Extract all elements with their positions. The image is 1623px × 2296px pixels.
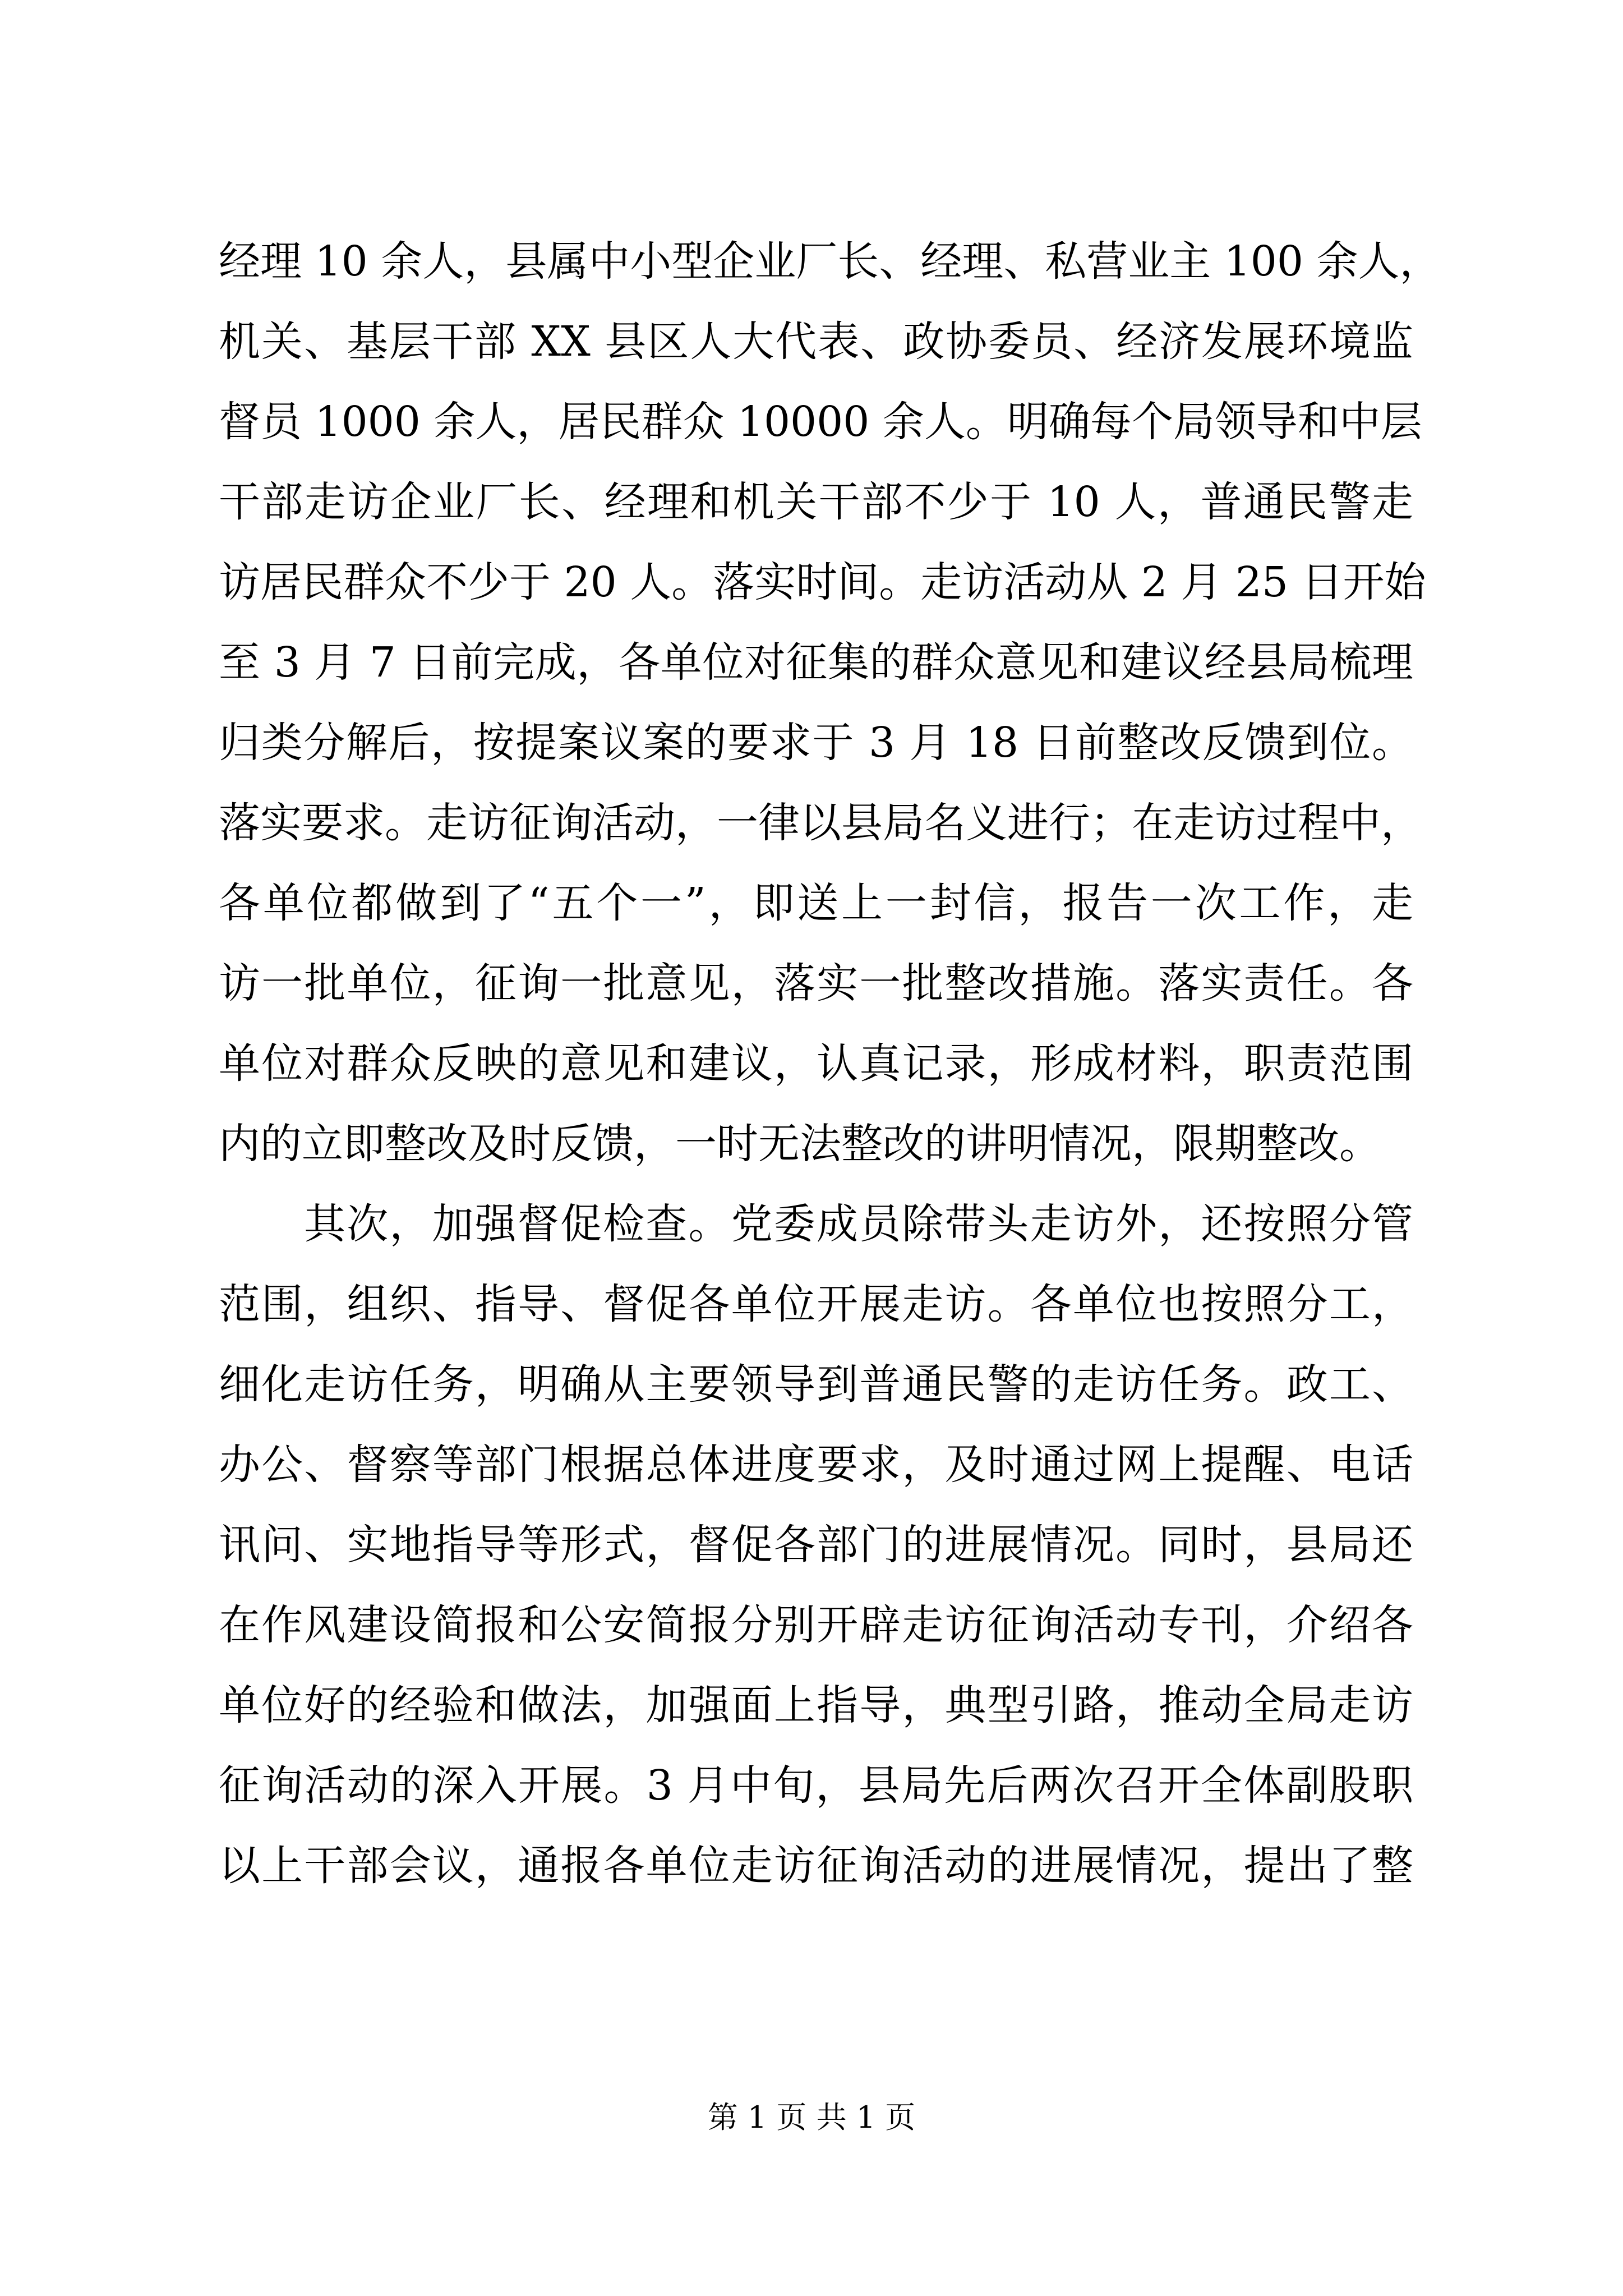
page-footer (0, 2098, 1623, 2137)
text-line: 以上干部会议，通报各单位走访征询活动的进展情况，提出了整 (219, 1842, 1413, 1890)
text-line: 范围，组织、指导、督促各单位开展走访。各单位也按照分工， (219, 1280, 1413, 1328)
text-line: 访一批单位，征询一批意见，落实一批整改措施。落实责任。各 (219, 959, 1413, 1007)
text-line: 归类分解后，按提案议案的要求于 3 月 18 日前整改反馈到位。 (219, 719, 1413, 767)
text-line: 各单位都做到了“五个一”，即送上一封信，报告一次工作，走 (219, 879, 1413, 927)
text-line: 讯问、实地指导等形式，督促各部门的进展情况。同时，县局还 (219, 1521, 1413, 1569)
text-line: 细化走访任务，明确从主要领导到普通民警的走访任务。政工、 (219, 1360, 1413, 1409)
text-line: 单位对群众反映的意见和建议，认真记录，形成材料，职责范围 (219, 1039, 1413, 1088)
text-line: 落实要求。走访征询活动，一律以县局名义进行；在走访过程中， (219, 799, 1422, 847)
text-line: 至 3 月 7 日前完成，各单位对征集的群众意见和建议经县局梳理 (219, 638, 1413, 687)
text-line: 干部走访企业厂长、经理和机关干部不少于 10 人，普通民警走 (219, 478, 1413, 526)
text-line: 经理 10 余人，县属中小型企业厂长、经理、私营业主 100 余人， (219, 237, 1441, 286)
text-line: 其次，加强督促检查。党委成员除带头走访外，还按照分管 (304, 1200, 1413, 1248)
text-line: 征询活动的深入开展。3 月中旬，县局先后两次召开全体副股职 (219, 1761, 1413, 1810)
text-line: 办公、督察等部门根据总体进度要求，及时通过网上提醒、电话 (219, 1441, 1413, 1489)
text-line: 督员 1000 余人，居民群众 10000 余人。明确每个局领导和中层 (219, 398, 1422, 446)
body-text (219, 222, 1441, 1906)
text-line: 访居民群众不少于 20 人。落实时间。走访活动从 2 月 25 日开始 (219, 558, 1426, 606)
page-number: 第 1 页 共 1 页 (707, 2100, 916, 2135)
text-line: 在作风建设简报和公安简报分别开辟走访征询活动专刊，介绍各 (219, 1601, 1413, 1649)
text-line: 单位好的经验和做法，加强面上指导，典型引路，推动全局走访 (219, 1681, 1413, 1729)
text-line: 机关、基层干部 XX 县区人大代表、政协委员、经济发展环境监 (219, 318, 1413, 366)
text-line: 内的立即整改及时反馈，一时无法整改的讲明情况，限期整改。 (219, 1120, 1381, 1168)
